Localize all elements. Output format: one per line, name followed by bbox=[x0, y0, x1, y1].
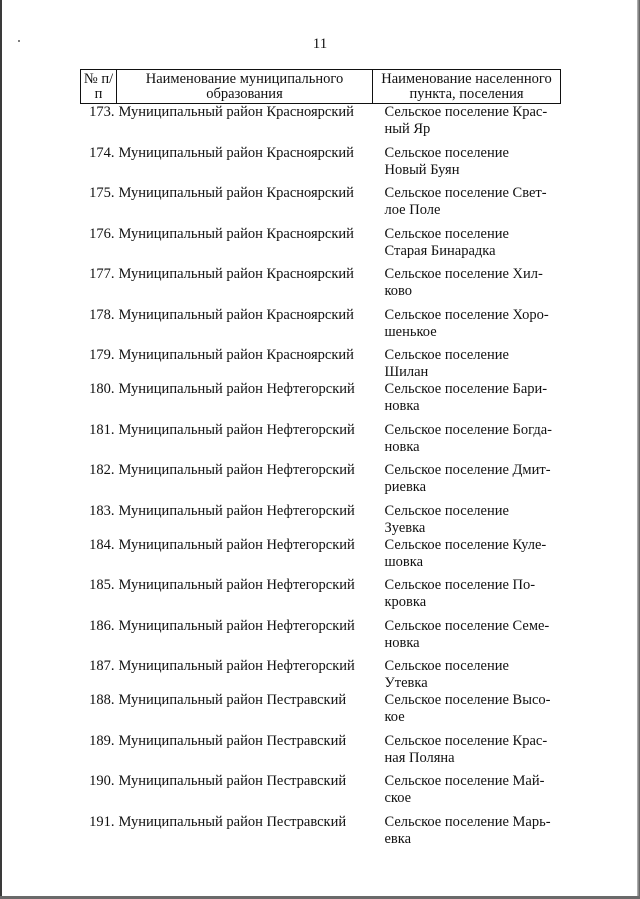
municipality-name: Муниципальный район Красноярский bbox=[118, 144, 354, 161]
municipality-name: Муниципальный район Пестравский bbox=[118, 813, 347, 830]
settlement-name: Сельское поселение Май-ское bbox=[384, 773, 545, 806]
settlement-name: Сельское поселение Бари-новка bbox=[384, 381, 548, 414]
settlement-name: Сельское поселение Богда-новка bbox=[384, 421, 552, 455]
settlement-name: Сельское поселение Дмит-риевка bbox=[384, 462, 551, 495]
row-number: 180. bbox=[89, 381, 115, 397]
settlements-table bbox=[80, 69, 561, 854]
settlement-name: Сельское поселение Шилан bbox=[384, 347, 509, 380]
row-number: 191. bbox=[89, 813, 115, 830]
row-number: 181. bbox=[89, 421, 115, 438]
header-num: № п/п bbox=[81, 70, 117, 104]
settlement-name: Сельское поселение Хил-ково bbox=[384, 266, 543, 299]
row-number: 190. bbox=[89, 773, 115, 789]
row-number: 182. bbox=[89, 462, 115, 478]
table-row bbox=[81, 145, 561, 186]
settlement-name: Сельское поселение Семе-новка bbox=[384, 617, 550, 651]
municipality-name: Муниципальный район Красноярский bbox=[118, 306, 354, 323]
table-row bbox=[81, 658, 561, 692]
table-row bbox=[81, 347, 561, 381]
table-row bbox=[81, 266, 561, 307]
row-number: 184. bbox=[89, 536, 115, 553]
header-municipality: Наименование муниципального образования bbox=[117, 70, 373, 104]
row-number: 185. bbox=[89, 577, 115, 593]
municipality-name: Муниципальный район Красноярский bbox=[118, 225, 354, 242]
settlement-name: Сельское поселение Свет-лое Поле bbox=[384, 185, 547, 218]
settlement-name: Сельское поселение Хоро-шенькое bbox=[384, 306, 549, 340]
table-body bbox=[81, 104, 561, 855]
table-row bbox=[81, 814, 561, 855]
municipality-name: Муниципальный район Нефтегорский bbox=[118, 536, 355, 553]
settlement-name: Сельское поселение По-кровка bbox=[384, 577, 536, 610]
municipality-name: Муниципальный район Нефтегорский bbox=[118, 577, 355, 593]
municipality-name: Муниципальный район Пестравский bbox=[118, 773, 347, 789]
municipality-name: Муниципальный район Нефтегорский bbox=[118, 617, 355, 634]
table-row bbox=[81, 185, 561, 226]
row-number: 173. bbox=[89, 104, 115, 120]
municipality-name: Муниципальный район Пестравский bbox=[118, 732, 347, 749]
table-row bbox=[81, 692, 561, 733]
table-row bbox=[81, 733, 561, 774]
settlement-name: Сельское поселение Крас-ная Поляна bbox=[384, 732, 548, 766]
table-row bbox=[81, 226, 561, 267]
row-number: 188. bbox=[89, 692, 115, 708]
table-row bbox=[81, 537, 561, 578]
municipality-name: Муниципальный район Красноярский bbox=[118, 185, 354, 201]
table-row bbox=[81, 381, 561, 422]
page-number: 11 bbox=[312, 36, 328, 52]
row-number: 186. bbox=[89, 617, 115, 634]
municipality-name: Муниципальный район Нефтегорский bbox=[118, 658, 355, 674]
table-row bbox=[81, 422, 561, 463]
settlement-name: Сельское поселение Утевка bbox=[384, 658, 509, 691]
table-row bbox=[81, 577, 561, 618]
municipality-name: Муниципальный район Красноярский bbox=[118, 266, 354, 282]
settlement-name: Сельское поселение Крас-ный Яр bbox=[384, 104, 548, 137]
row-number: 178. bbox=[89, 306, 115, 323]
settlement-name: Сельское поселение Куле-шовка bbox=[384, 536, 547, 570]
settlement-name: Сельское поселение Зуевка bbox=[384, 502, 509, 536]
table-row bbox=[81, 462, 561, 503]
table-row bbox=[81, 773, 561, 814]
table-header bbox=[81, 70, 561, 104]
municipality-name: Муниципальный район Красноярский bbox=[118, 347, 354, 363]
row-number: 179. bbox=[89, 347, 115, 363]
table-row bbox=[81, 618, 561, 659]
settlement-name: Сельское поселение Высо-кое bbox=[384, 692, 551, 725]
settlement-name: Сельское поселение Старая Бинарадка bbox=[384, 225, 509, 259]
municipality-name: Муниципальный район Нефтегорский bbox=[118, 381, 355, 397]
table-row bbox=[81, 104, 561, 145]
row-number: 177. bbox=[89, 266, 115, 282]
row-number: 175. bbox=[89, 185, 115, 201]
municipality-name: Муниципальный район Пестравский bbox=[118, 692, 347, 708]
row-number: 189. bbox=[89, 732, 115, 749]
row-number: 174. bbox=[89, 144, 115, 161]
municipality-name: Муниципальный район Нефтегорский bbox=[118, 421, 355, 438]
settlement-name: Сельское поселение Новый Буян bbox=[384, 144, 509, 178]
scan-left-edge bbox=[0, 0, 2, 899]
header-settlement: Наименование населенного пункта, поселения bbox=[373, 70, 561, 104]
municipality-name: Муниципальный район Красноярский bbox=[118, 104, 354, 120]
municipality-name: Муниципальный район Нефтегорский bbox=[118, 502, 355, 519]
row-number: 183. bbox=[89, 502, 115, 519]
row-number: 187. bbox=[89, 658, 115, 674]
municipality-name: Муниципальный район Нефтегорский bbox=[118, 462, 355, 478]
settlement-name: Сельское поселение Марь-евка bbox=[384, 813, 551, 847]
table-row bbox=[81, 307, 561, 348]
row-number: 176. bbox=[89, 225, 115, 242]
table-row bbox=[81, 503, 561, 537]
